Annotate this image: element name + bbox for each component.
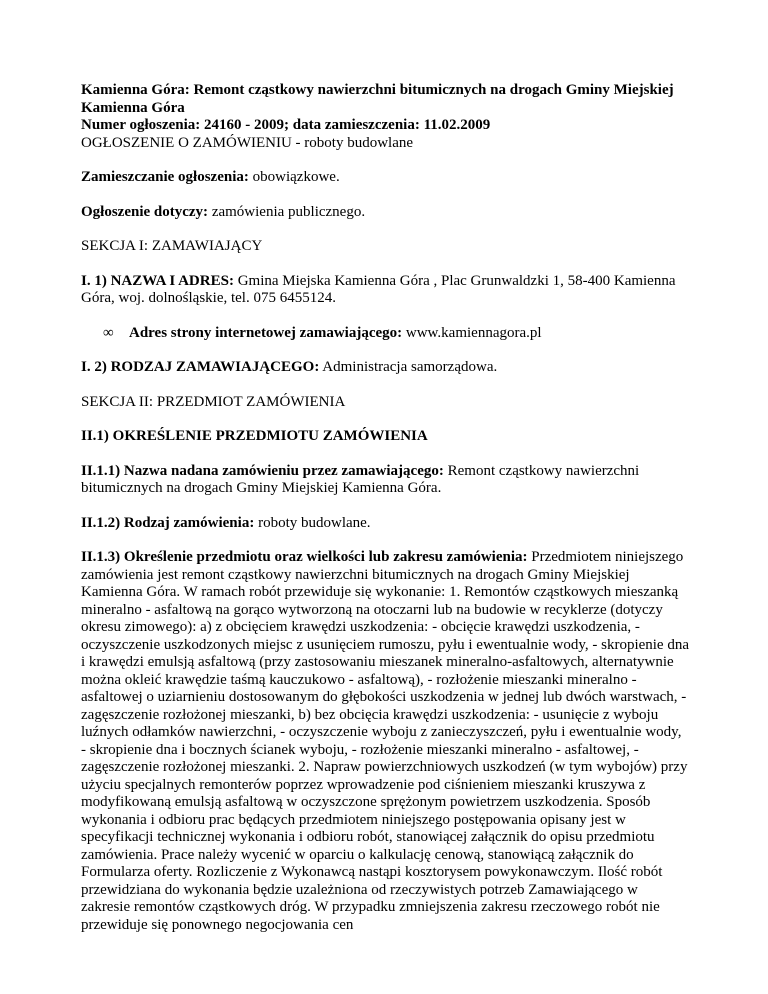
contract-scope: II.1.3) Określenie przedmiotu oraz wielkości lub zakresu zamówienia: Przedmiotem niniejszego zamówienia jest remont cząstkowy nawierzchni bitumicznych na drogach Gminy Miejskiej Kamienna Góra. W ramach robót przewiduje się wykonanie: 1. Remontów cząstkowych mieszanką mineralno - asfaltową na gorąco wytworzoną na otoczarni lub na budowie w recyklerze (dotyczy okresu zimowego): a) z obcięciem krawędzi uszkodzenia: - obcięcie krawędzi uszkodzenia, - oczyszczenie uszkodzonych miejsc z usunięciem rumoszu, pyłu i ewentualnie wody, - skropienie dna i krawędzi emulsją asfaltową (przy zastosowaniu mieszanek mineralno-asfaltowych, alternatywnie można okleić krawędzie taśmą kauczukowo - asfaltową), - rozłożenie mieszanki mineralno - asfaltowej o uziarnieniu dostosowanym do głębokości uszkodzenia w jednej lub dwóch warstwach, - zagęszczenie rozłożonej mieszanki, b) bez obcięcia krawędzi uszkodzenia: - usunięcie z wyboju luźnych odłamków nawierzchni, - oczyszczenie wyboju z zanieczyszczeń, pyłu i ewentualnie wody, - skropienie dna i bocznych ścianek wyboju, - rozłożenie mieszanki mineralno - asfaltowej, - zagęszczenie rozłożonej mieszanki. 2. Napraw powierzchniowych uszkodzeń (w tym wybojów) przy użyciu specjalnych remonterów poprzez wprowadzenie pod ciśnieniem mieszanki kruszywa z modyfikowaną emulsją asfaltową w oczyszczone sprężonym powietrzem uszkodzenia. Sposób wykonania i odbioru prac będących przedmiotem niniejszego postępowania opisany jest w specyfikacji technicznej wykonania i odbioru robót, stanowiącej załącznik do opisu przedmiotu zamówienia. Prace należy wycenić w oparciu o kalkulację cenową, stanowiącą załącznik do Formularza oferty. Rozliczenie z Wykonawcą nastąpi kosztorysem powykonawczym. Ilość robót przewidziana do wykonania będzie uzależniona od rzeczywistych potrzeb Zamawiającego w zakresie remontów cząstkowych dróg. W przypadku zmniejszenia zakresu rzeczowego robót nie przewiduje się ponownego negocjowania cen [81, 549, 689, 933]
notice-number-line: Numer ogłoszenia: 24160 - 2009; data zamieszczenia: 11.02.2009 [81, 117, 491, 133]
contracting-authority-type: I. 2) RODZAJ ZAMAWIAJĄCEGO: Administracja samorządowa. [81, 359, 498, 375]
website-list-item: ∞ Adres strony internetowej zamawiającego: www.kamiennagora.pl [103, 324, 542, 341]
notice-header [81, 82, 689, 152]
section-2-title: SEKCJA II: PRZEDMIOT ZAMÓWIENIA [81, 393, 346, 410]
notice-concerns: Ogłoszenie dotyczy: zamówienia publicznego. [81, 203, 366, 220]
notice-type: OGŁOSZENIE O ZAMÓWIENIU - roboty budowlane [81, 134, 414, 151]
contracting-authority-name-address: I. 1) NAZWA I ADRES: Gmina Miejska Kamienna Góra , Plac Grunwaldzki 1, 58-400 Kamienna Góra, woj. dolnośląskie, tel. 075 6455124. [81, 272, 676, 306]
contract-kind: II.1.2) Rodzaj zamówienia: roboty budowlane. [81, 514, 371, 531]
section-1-title: SEKCJA I: ZAMAWIAJĄCY [81, 238, 263, 254]
website-url: www.kamiennagora.pl [405, 324, 542, 341]
contract-name: II.1.1) Nazwa nadana zamówieniu przez zamawiającego: Remont cząstkowy nawierzchni bitumicznych na drogach Gminy Miejskiej Kamienna Góra. [81, 462, 640, 496]
section-2-subtitle: II.1) OKREŚLENIE PRZEDMIOTU ZAMÓWIENIA [81, 428, 428, 444]
notice-title: Kamienna Góra: Remont cząstkowy nawierzchni bitumicznych na drogach Gminy Miejskiej Kamienna Góra [81, 82, 674, 116]
website-list [81, 325, 689, 343]
posting-obligation: Zamieszczanie ogłoszenia: obowiązkowe. [81, 169, 340, 185]
bullet-icon: ∞ [103, 324, 114, 341]
document-page [81, 82, 689, 951]
